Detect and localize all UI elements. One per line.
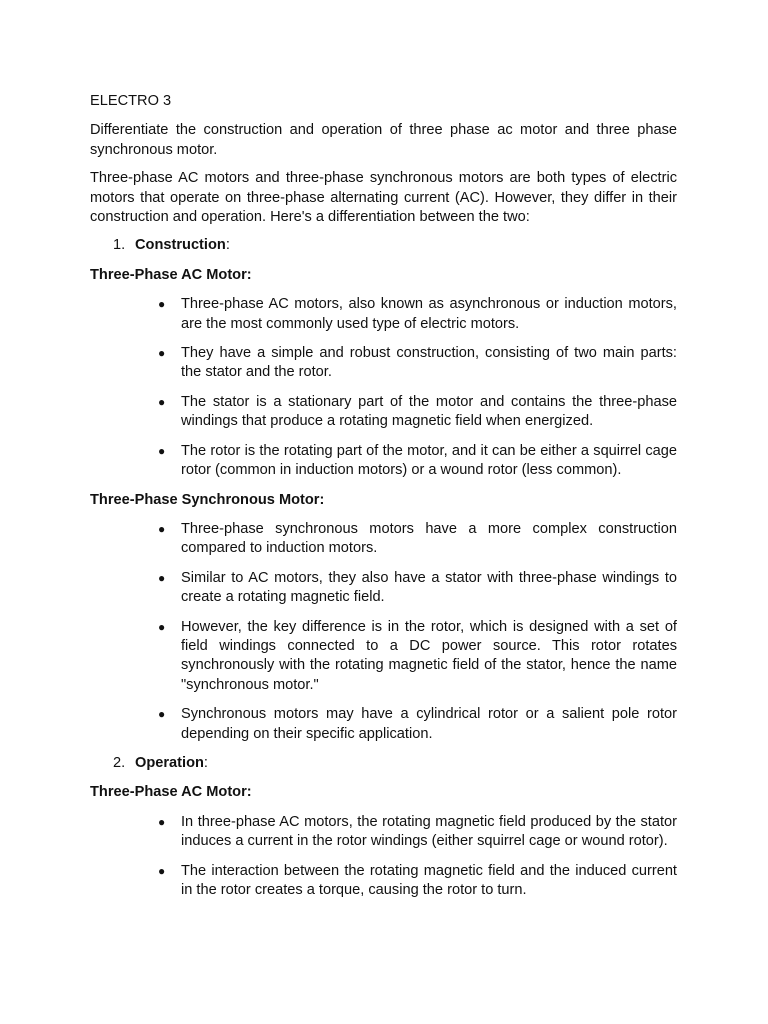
- bullet-icon: ●: [158, 814, 166, 829]
- bullet-icon: ●: [158, 570, 166, 585]
- list-item: ● Similar to AC motors, they also have a stator with three-phase windings to create a rotating magnetic field.: [158, 569, 677, 606]
- intro-paragraph: Three-phase AC motors and three-phase synchronous motors are both types of electric motors that operate on three-phase alternating current (AC). However, they differ in their construction and operation. Here's a differentiation between the two:: [90, 170, 677, 226]
- question-paragraph: Differentiate the construction and operation of three phase ac motor and three phase synchronous motor.: [90, 122, 677, 158]
- section-construction-heading: 1. Construction:: [90, 236, 677, 255]
- bullet-icon: ●: [158, 619, 166, 634]
- section-number: 1.: [113, 237, 126, 254]
- list-item: ● In three-phase AC motors, the rotating magnetic field produced by the stator induces a current in the rotor windings (either squirrel cage or wound rotor).: [158, 813, 677, 850]
- bullet-icon: ●: [158, 297, 166, 312]
- list-item: ● However, the key difference is in the rotor, which is designed with a set of field windings connected to a DC power source. This rotor rotates synchronously with the rotating magnetic field of the stator, hence the name "synchronous motor.": [158, 618, 677, 693]
- bullet-list: [90, 520, 677, 744]
- subheading-ac-motor: Three-Phase AC Motor:: [90, 784, 252, 801]
- bullet-icon: ●: [158, 521, 166, 536]
- subheading-ac-motor: Three-Phase AC Motor:: [90, 266, 252, 283]
- list-item: ● The rotor is the rotating part of the motor, and it can be either a squirrel cage rotor (common in induction motors) or a wound rotor (less common).: [158, 442, 677, 479]
- section-title: Construction: [135, 237, 226, 254]
- bullet-icon: ●: [158, 863, 166, 878]
- list-item: ● The interaction between the rotating magnetic field and the induced current in the rotor creates a torque, causing the rotor to turn.: [158, 862, 677, 898]
- document-title: ELECTRO 3: [90, 93, 172, 109]
- list-item: ● Three-phase AC motors, also known as asynchronous or induction motors, are the most commonly used type of electric motors.: [158, 296, 677, 332]
- list-item: ● Synchronous motors may have a cylindrical rotor or a salient pole rotor depending on their specific application.: [158, 706, 677, 742]
- bullet-list: [90, 295, 677, 480]
- bullet-icon: ●: [158, 346, 166, 361]
- document-page: [90, 92, 677, 910]
- list-item: ● They have a simple and robust construction, consisting of two main parts: the stator and the rotor.: [158, 345, 677, 381]
- bullet-icon: ●: [158, 707, 166, 722]
- section-operation-heading: 2. Operation:: [90, 754, 677, 773]
- bullet-icon: ●: [158, 443, 166, 458]
- list-item: ● The stator is a stationary part of the motor and contains the three-phase windings that produce a rotating magnetic field when energized.: [158, 393, 677, 430]
- subheading-synchronous-motor: Three-Phase Synchronous Motor:: [90, 491, 325, 508]
- list-item: ● Three-phase synchronous motors have a more complex construction compared to induction motors.: [158, 520, 677, 557]
- section-title: Operation: [135, 754, 204, 771]
- section-number: 2.: [113, 754, 126, 771]
- bullet-list: [90, 813, 677, 901]
- bullet-icon: ●: [158, 394, 166, 409]
